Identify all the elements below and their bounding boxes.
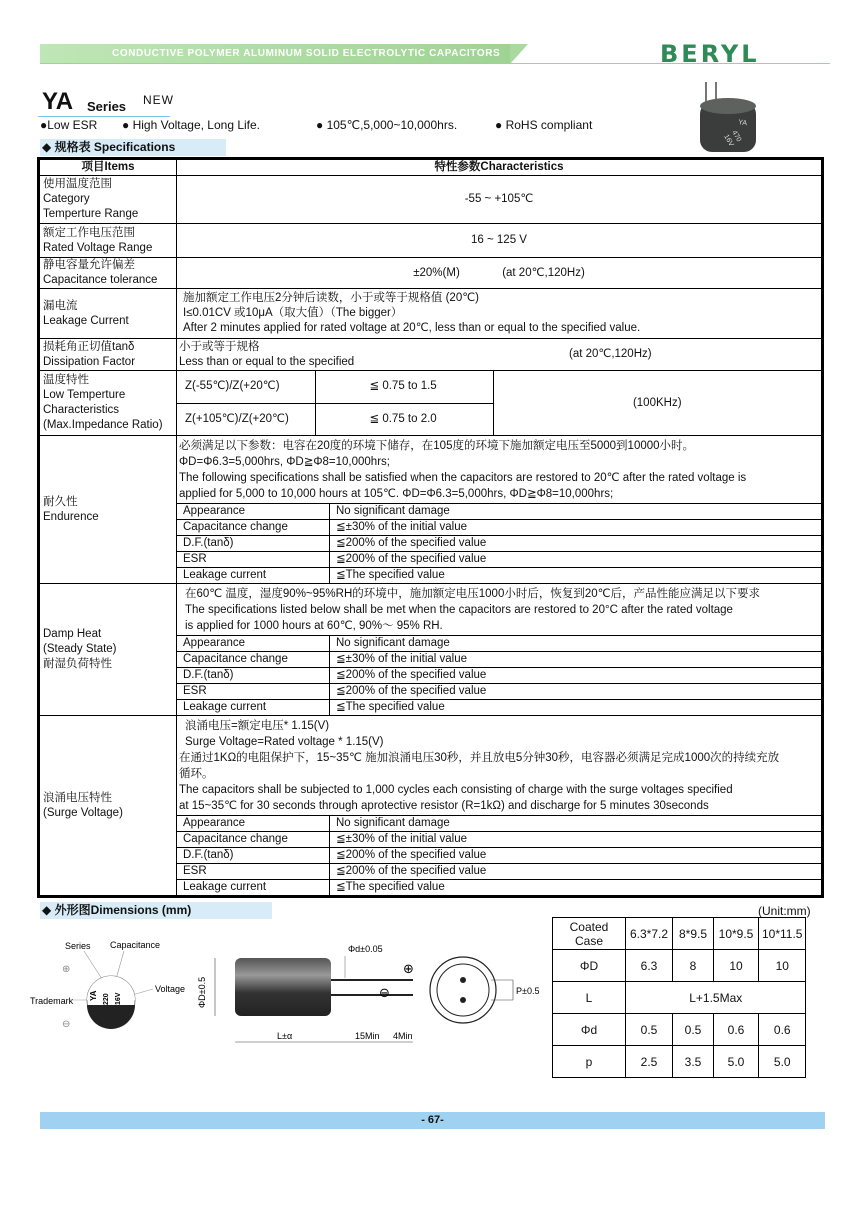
lead-min2-label: 4Min	[393, 1031, 413, 1041]
length-label: L±α	[277, 1031, 293, 1041]
damp-item: D.F.(tanδ)	[177, 668, 330, 684]
df-line-cn: 小于或等于规格	[179, 340, 260, 353]
dim-header-row	[553, 918, 806, 950]
spec-row-leakage	[40, 289, 822, 339]
dim-cell: ΦD	[553, 950, 626, 982]
df-value	[177, 339, 822, 371]
leakage-label-cn: 漏电流	[43, 299, 78, 312]
tolerance-value: ±20%(M)	[413, 266, 460, 279]
footer-band	[40, 1112, 825, 1129]
category-label-en2: Temperture Range	[43, 208, 139, 220]
side-view-diagram	[195, 940, 425, 1050]
df-label-cn: 损耗角正切值tanδ	[43, 340, 135, 353]
dim-header-cell: 10*11.5	[759, 918, 806, 950]
endurance-item: Appearance	[177, 504, 330, 520]
minus-mark: ⊖	[62, 1019, 71, 1030]
dimensions-section-title: ◆ 外形图Dimensions (mm)	[40, 902, 272, 919]
col-characteristics: 特性参数Characteristics	[177, 160, 822, 176]
voltage-label-en: Rated Voltage Range	[43, 241, 153, 254]
capacitor-marking-volt: 16V	[722, 133, 735, 148]
surge-criterion: ≦The specified value	[330, 880, 822, 896]
page-number: - 67-	[421, 1114, 444, 1126]
endurance-criterion: No significant damage	[330, 504, 822, 520]
spec-row-temp	[40, 371, 822, 436]
dim-cell: 3.5	[673, 1046, 714, 1078]
endurance-criterion: ≦200% of the specified value	[330, 552, 822, 568]
leakage-label	[40, 289, 177, 339]
category-value: -55 ~ +105℃	[177, 176, 822, 224]
damp-criterion: ≦200% of the specified value	[330, 684, 822, 700]
unit-label: (Unit:mm)	[758, 904, 811, 918]
temp-label-cn: 温度特性	[43, 374, 89, 386]
spec-header-row	[40, 160, 822, 176]
endurance-value	[177, 436, 822, 584]
endurance-label	[40, 436, 177, 584]
temp-ratio-low: Z(-55℃)/Z(+20℃)	[177, 371, 315, 403]
capacitor-photo	[690, 80, 760, 158]
damp-label-cn: 耐湿负荷特性	[43, 658, 112, 670]
dim-cell: 10	[714, 950, 759, 982]
dim-cell: 6.3	[626, 950, 673, 982]
col-items: 项目Items	[40, 160, 177, 176]
dim-row-length	[553, 982, 806, 1014]
case-dia-label: ΦD±0.5	[197, 976, 207, 1008]
plus-mark: ⊕	[62, 964, 71, 975]
damp-line: 在60℃ 温度，湿度90%~95%RH的环境中，施加额定电压1000小时后，恢复到20℃后，产品性能应满足以下要求	[185, 588, 761, 600]
damp-criterion: ≦±30% of the initial value	[330, 652, 822, 668]
endurance-criterion: ≦The specified value	[330, 568, 822, 584]
spec-row-damp-heat	[40, 584, 822, 716]
surge-item: Appearance	[177, 816, 330, 832]
damp-criterion: ≦200% of the specified value	[330, 668, 822, 684]
surge-line: 浪涌电压=额定电压* 1.15(V)	[185, 720, 330, 732]
voltage-label	[40, 224, 177, 258]
dim-cell: 0.5	[626, 1014, 673, 1046]
leakage-line: I≤0.01CV 或10μA（取大值）（The bigger）	[183, 307, 403, 319]
surge-label-en: (Surge Voltage)	[43, 806, 123, 819]
spec-row-surge	[40, 716, 822, 896]
surge-item: Leakage current	[177, 880, 330, 896]
spec-row-voltage	[40, 224, 822, 258]
feature-high-voltage: ● High Voltage, Long Life.	[122, 118, 261, 132]
header-band	[40, 44, 510, 64]
surge-criterion: ≦200% of the specified value	[330, 864, 822, 880]
feature-low-esr: ●Low ESR	[40, 118, 98, 132]
surge-criterion: No significant damage	[330, 816, 822, 832]
temp-label	[40, 371, 177, 436]
trademark-callout: Trademark	[30, 996, 74, 1006]
bottom-view-diagram	[425, 950, 545, 1030]
capacitance-callout: Capacitance	[110, 940, 161, 950]
damp-label-en2: (Steady State)	[43, 643, 117, 655]
surge-criterion: ≦200% of the specified value	[330, 848, 822, 864]
category-label-cn: 使用温度范围	[43, 178, 112, 190]
dim-cell: p	[553, 1046, 626, 1078]
dim-header-cell: 8*9.5	[673, 918, 714, 950]
temp-label-en3: (Max.Impedance Ratio)	[43, 419, 163, 431]
leakage-line: After 2 minutes applied for rated voltage at 20℃, less than or equal to the specified value.	[183, 322, 641, 334]
dim-cell: 0.6	[714, 1014, 759, 1046]
surge-item: ESR	[177, 864, 330, 880]
surge-line: The capacitors shall be subjected to 1,000 cycles each consisting of charge with the surge voltages specified	[179, 784, 733, 796]
spec-row-category	[40, 176, 822, 224]
category-label	[40, 176, 177, 224]
spec-row-tolerance	[40, 258, 822, 289]
tolerance-label-cn: 静电容量允许偏差	[43, 259, 135, 271]
new-badge: NEW	[143, 93, 174, 107]
lead-dia-label: Φd±0.05	[348, 944, 383, 954]
series-callout: Series	[65, 941, 91, 951]
category-label-en: Category	[43, 193, 90, 205]
spec-row-endurance	[40, 436, 822, 584]
df-label-en: Dissipation Factor	[43, 355, 136, 368]
endurance-item: ESR	[177, 552, 330, 568]
dim-row-pitch	[553, 1046, 806, 1078]
temp-ratio-high: Z(+105℃)/Z(+20℃)	[177, 403, 315, 435]
dim-header-cell: 6.3*7.2	[626, 918, 673, 950]
surge-criterion: ≦±30% of the initial value	[330, 832, 822, 848]
series-name: YA	[42, 88, 74, 115]
temp-condition: (100KHz)	[493, 371, 821, 435]
dim-header-cell: 10*9.5	[714, 918, 759, 950]
damp-line: is applied for 1000 hours at 60℃, 90%～ 95% RH.	[185, 620, 443, 632]
df-line-en: Less than or equal to the specified	[179, 355, 355, 368]
endurance-line: 必须满足以下参数：电容在20度的环境下储存，在105度的环境下施加额定电压至5000到10000小时。	[179, 440, 695, 452]
tolerance-label	[40, 258, 177, 289]
dim-cell: 0.5	[673, 1014, 714, 1046]
marking-diagram	[28, 935, 198, 1035]
damp-criterion: ≦The specified value	[330, 700, 822, 716]
endurance-line: ΦD=Φ6.3=5,000hrs, ΦD≧Φ8=10,000hrs;	[179, 456, 390, 468]
surge-item: Capacitance change	[177, 832, 330, 848]
voltage-value: 16 ~ 125 V	[177, 224, 822, 258]
dim-cell: 10	[759, 950, 806, 982]
temp-ratio-high-value: ≦ 0.75 to 2.0	[315, 403, 493, 435]
dim-cell: L+1.5Max	[626, 982, 806, 1014]
dim-cell: 5.0	[759, 1046, 806, 1078]
damp-criterion: No significant damage	[330, 636, 822, 652]
damp-item: ESR	[177, 684, 330, 700]
surge-line: at 15~35℃ for 30 seconds through aprotective resistor (R=1kΩ) and discharge for 5 minutes 30seconds	[179, 800, 709, 812]
spec-row-df	[40, 339, 822, 371]
damp-line: The specifications listed below shall be met when the capacitors are restored to 20°C after the rated voltage	[185, 604, 733, 616]
drawing-series: YA	[89, 990, 98, 1001]
dim-header-cell: Coated Case	[553, 918, 626, 950]
endurance-line: applied for 5,000 to 10,000 hours at 105℃. ΦD=Φ6.3=5,000hrs, ΦD≧Φ8=10,000hrs;	[179, 488, 614, 500]
capacitor-marking-series: YA	[737, 119, 748, 128]
spec-section-title: ◆ 规格表 Specifications	[40, 139, 226, 156]
dim-row-diameter	[553, 950, 806, 982]
leakage-line: 施加额定工作电压2分钟后读数，小于或等于规格值 (20℃)	[183, 292, 479, 304]
endurance-item: Leakage current	[177, 568, 330, 584]
endurance-item: Capacitance change	[177, 520, 330, 536]
dim-cell: 8	[673, 950, 714, 982]
damp-item: Leakage current	[177, 700, 330, 716]
dim-cell: L	[553, 982, 626, 1014]
capacitor-marking-cap: 470	[730, 129, 743, 144]
temp-value	[177, 371, 822, 436]
endurance-line: The following specifications shall be satisfied when the capacitors are restored to 20℃ after the rated voltage is	[179, 472, 747, 484]
tolerance-condition: (at 20℃,120Hz)	[502, 266, 585, 279]
leakage-label-en: Leakage Current	[43, 314, 129, 327]
surge-item: D.F.(tanδ)	[177, 848, 330, 864]
damp-label-en: Damp Heat	[43, 628, 102, 640]
damp-value	[177, 584, 822, 716]
lead-min-label: 15Min	[355, 1031, 380, 1041]
temp-label-en: Low Temperture	[43, 389, 126, 401]
temp-ratio-low-value: ≦ 0.75 to 1.5	[315, 371, 493, 403]
leakage-value	[177, 289, 822, 339]
drawing-voltage: 16V	[115, 992, 122, 1005]
voltage-label-cn: 额定工作电压范围	[43, 226, 135, 239]
pitch-label: P±0.5	[516, 986, 540, 996]
dim-row-lead-diameter	[553, 1014, 806, 1046]
surge-label-cn: 浪涌电压特性	[43, 791, 112, 804]
dim-cell: 5.0	[714, 1046, 759, 1078]
endurance-item: D.F.(tanδ)	[177, 536, 330, 552]
df-label	[40, 339, 177, 371]
drawing-capacitance: 220	[103, 993, 110, 1005]
tolerance-label-en: Capacitance tolerance	[43, 274, 158, 286]
surge-label	[40, 716, 177, 896]
anode-mark: ⊕	[403, 961, 414, 976]
dim-cell: Φd	[553, 1014, 626, 1046]
endurance-criterion: ≦200% of the specified value	[330, 536, 822, 552]
endurance-label-cn: 耐久性	[43, 495, 78, 508]
feature-lifetime: ● 105℃,5,000~10,000hrs.	[316, 118, 458, 132]
dimension-table	[552, 917, 806, 1078]
surge-line: Surge Voltage=Rated voltage * 1.15(V)	[185, 736, 384, 748]
damp-item: Appearance	[177, 636, 330, 652]
surge-value	[177, 716, 822, 896]
temp-label-en2: Characteristics	[43, 404, 120, 416]
cathode-mark: ⊖	[379, 985, 390, 1000]
endurance-criterion: ≦±30% of the initial value	[330, 520, 822, 536]
surge-line: 循环。	[179, 768, 214, 780]
brand-logo: BERYL	[660, 40, 760, 68]
series-word: Series	[87, 99, 127, 114]
tolerance-value-cell	[177, 258, 822, 289]
surge-line: 在通过1KΩ的电阻保护下，15~35℃ 施加浪涌电压30秒，并且放电5分钟30秒，电容器必须满足完成1000次的持续充放	[179, 752, 780, 764]
df-condition: (at 20℃,120Hz)	[569, 347, 652, 360]
endurance-label-en: Endurence	[43, 510, 99, 523]
feature-rohs: ● RoHS compliant	[495, 118, 593, 132]
damp-item: Capacitance change	[177, 652, 330, 668]
damp-label	[40, 584, 177, 716]
voltage-callout: Voltage	[155, 984, 186, 994]
dim-cell: 2.5	[626, 1046, 673, 1078]
header-band-text: CONDUCTIVE POLYMER ALUMINUM SOLID ELECTROLYTIC CAPACITORS	[112, 48, 501, 59]
spec-table	[37, 157, 824, 898]
dim-cell: 0.6	[759, 1014, 806, 1046]
